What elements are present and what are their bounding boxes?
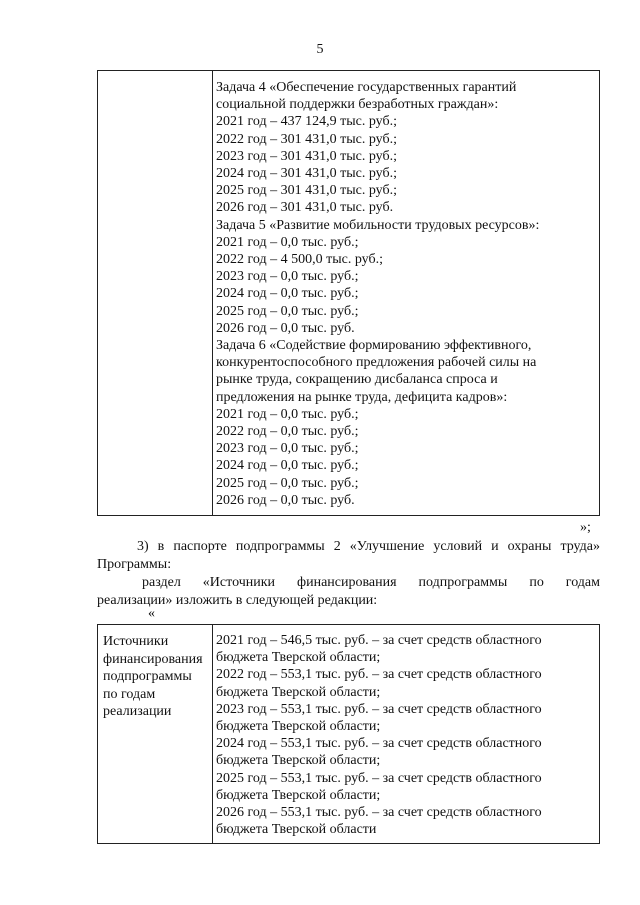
table-line: 2024 год – 301 431,0 тыс. руб.;: [216, 166, 397, 182]
table-line: 2021 год – 546,5 тыс. руб. – за счет средств областного: [216, 633, 542, 648]
label-line: Источники: [103, 634, 169, 649]
table-line: 2022 год – 0,0 тыс. руб.;: [216, 424, 359, 440]
table-line: 2026 год – 301 431,0 тыс. руб.: [216, 200, 394, 216]
table-line: 2025 год – 553,1 тыс. руб. – за счет средств областного: [216, 770, 542, 786]
table-line: бюджета Тверской области;: [216, 719, 381, 735]
table-line: социальной поддержки безработных граждан»:: [216, 97, 499, 113]
table-line: бюджета Тверской области: [216, 822, 377, 838]
table-line: предложения на рынке труда, дефицита кадров»:: [216, 389, 508, 405]
label-line: по годам: [103, 686, 156, 702]
table-line: бюджета Тверской области;: [216, 787, 381, 803]
table-line: 2022 год – 301 431,0 тыс. руб.;: [216, 131, 397, 147]
opening-quote: «: [148, 606, 155, 621]
table-line: 2026 год – 553,1 тыс. руб. – за счет средств областного: [216, 805, 542, 821]
table-line: 2025 год – 0,0 тыс. руб.;: [216, 475, 359, 491]
table-line: бюджета Тверской области;: [216, 753, 381, 769]
table-line: 2021 год – 0,0 тыс. руб.;: [216, 234, 359, 250]
table-line: 2024 год – 0,0 тыс. руб.;: [216, 286, 359, 302]
column-divider: [212, 71, 213, 515]
table-line: Задача 4 «Обеспечение государственных гарантий: [216, 80, 517, 95]
column-divider: [212, 625, 213, 843]
label-line: подпрограммы: [103, 669, 192, 684]
table-line: 2024 год – 0,0 тыс. руб.;: [216, 458, 359, 474]
table-line: рынке труда, сокращению дисбаланса спроса и: [216, 372, 498, 388]
table-line: 2023 год – 0,0 тыс. руб.;: [216, 269, 359, 285]
table-line: конкурентоспособного предложения рабочей силы на: [216, 355, 537, 371]
table-line: 2021 год – 437 124,9 тыс. руб.;: [216, 114, 397, 130]
table-line: бюджета Тверской области;: [216, 684, 381, 700]
table-line: 2023 год – 301 431,0 тыс. руб.;: [216, 148, 397, 164]
funding-sources-label: [103, 633, 209, 721]
paragraph-2-line-2: реализации» изложить в следующей редакции:: [97, 593, 378, 608]
funding-tasks-cell: [216, 79, 596, 509]
funding-sources-table: [97, 624, 600, 844]
label-line: реализации: [103, 704, 172, 719]
closing-quote: »;: [580, 520, 591, 535]
table-line: Задача 5 «Развитие мобильности трудовых ресурсов»:: [216, 217, 540, 233]
label-line: финансирования: [103, 651, 203, 667]
table-line: 2025 год – 0,0 тыс. руб.;: [216, 303, 359, 319]
funding-sources-cell: [216, 632, 596, 838]
paragraph-2-line-1: раздел «Источники финансирования подпрограммы по годам: [142, 575, 600, 590]
table-line: 2026 год – 0,0 тыс. руб.: [216, 320, 355, 336]
paragraph-1-line-1: 3) в паспорте подпрограммы 2 «Улучшение условий и охраны труда»: [137, 539, 600, 554]
table-line: бюджета Тверской области;: [216, 650, 381, 666]
page-number: 5: [316, 42, 324, 57]
paragraph-1-line-2: Программы:: [97, 557, 172, 572]
table-line: 2025 год – 301 431,0 тыс. руб.;: [216, 183, 397, 199]
table-line: 2022 год – 4 500,0 тыс. руб.;: [216, 252, 383, 268]
table-line: Задача 6 «Содействие формированию эффективного,: [216, 338, 532, 354]
table-line: 2024 год – 553,1 тыс. руб. – за счет средств областного: [216, 736, 542, 752]
table-line: 2023 год – 553,1 тыс. руб. – за счет средств областного: [216, 701, 542, 717]
table-line: 2021 год – 0,0 тыс. руб.;: [216, 406, 359, 422]
funding-tasks-table: [97, 70, 600, 516]
table-line: 2026 год – 0,0 тыс. руб.: [216, 492, 355, 508]
table-line: 2022 год – 553,1 тыс. руб. – за счет средств областного: [216, 667, 542, 683]
table-line: 2023 год – 0,0 тыс. руб.;: [216, 441, 359, 457]
